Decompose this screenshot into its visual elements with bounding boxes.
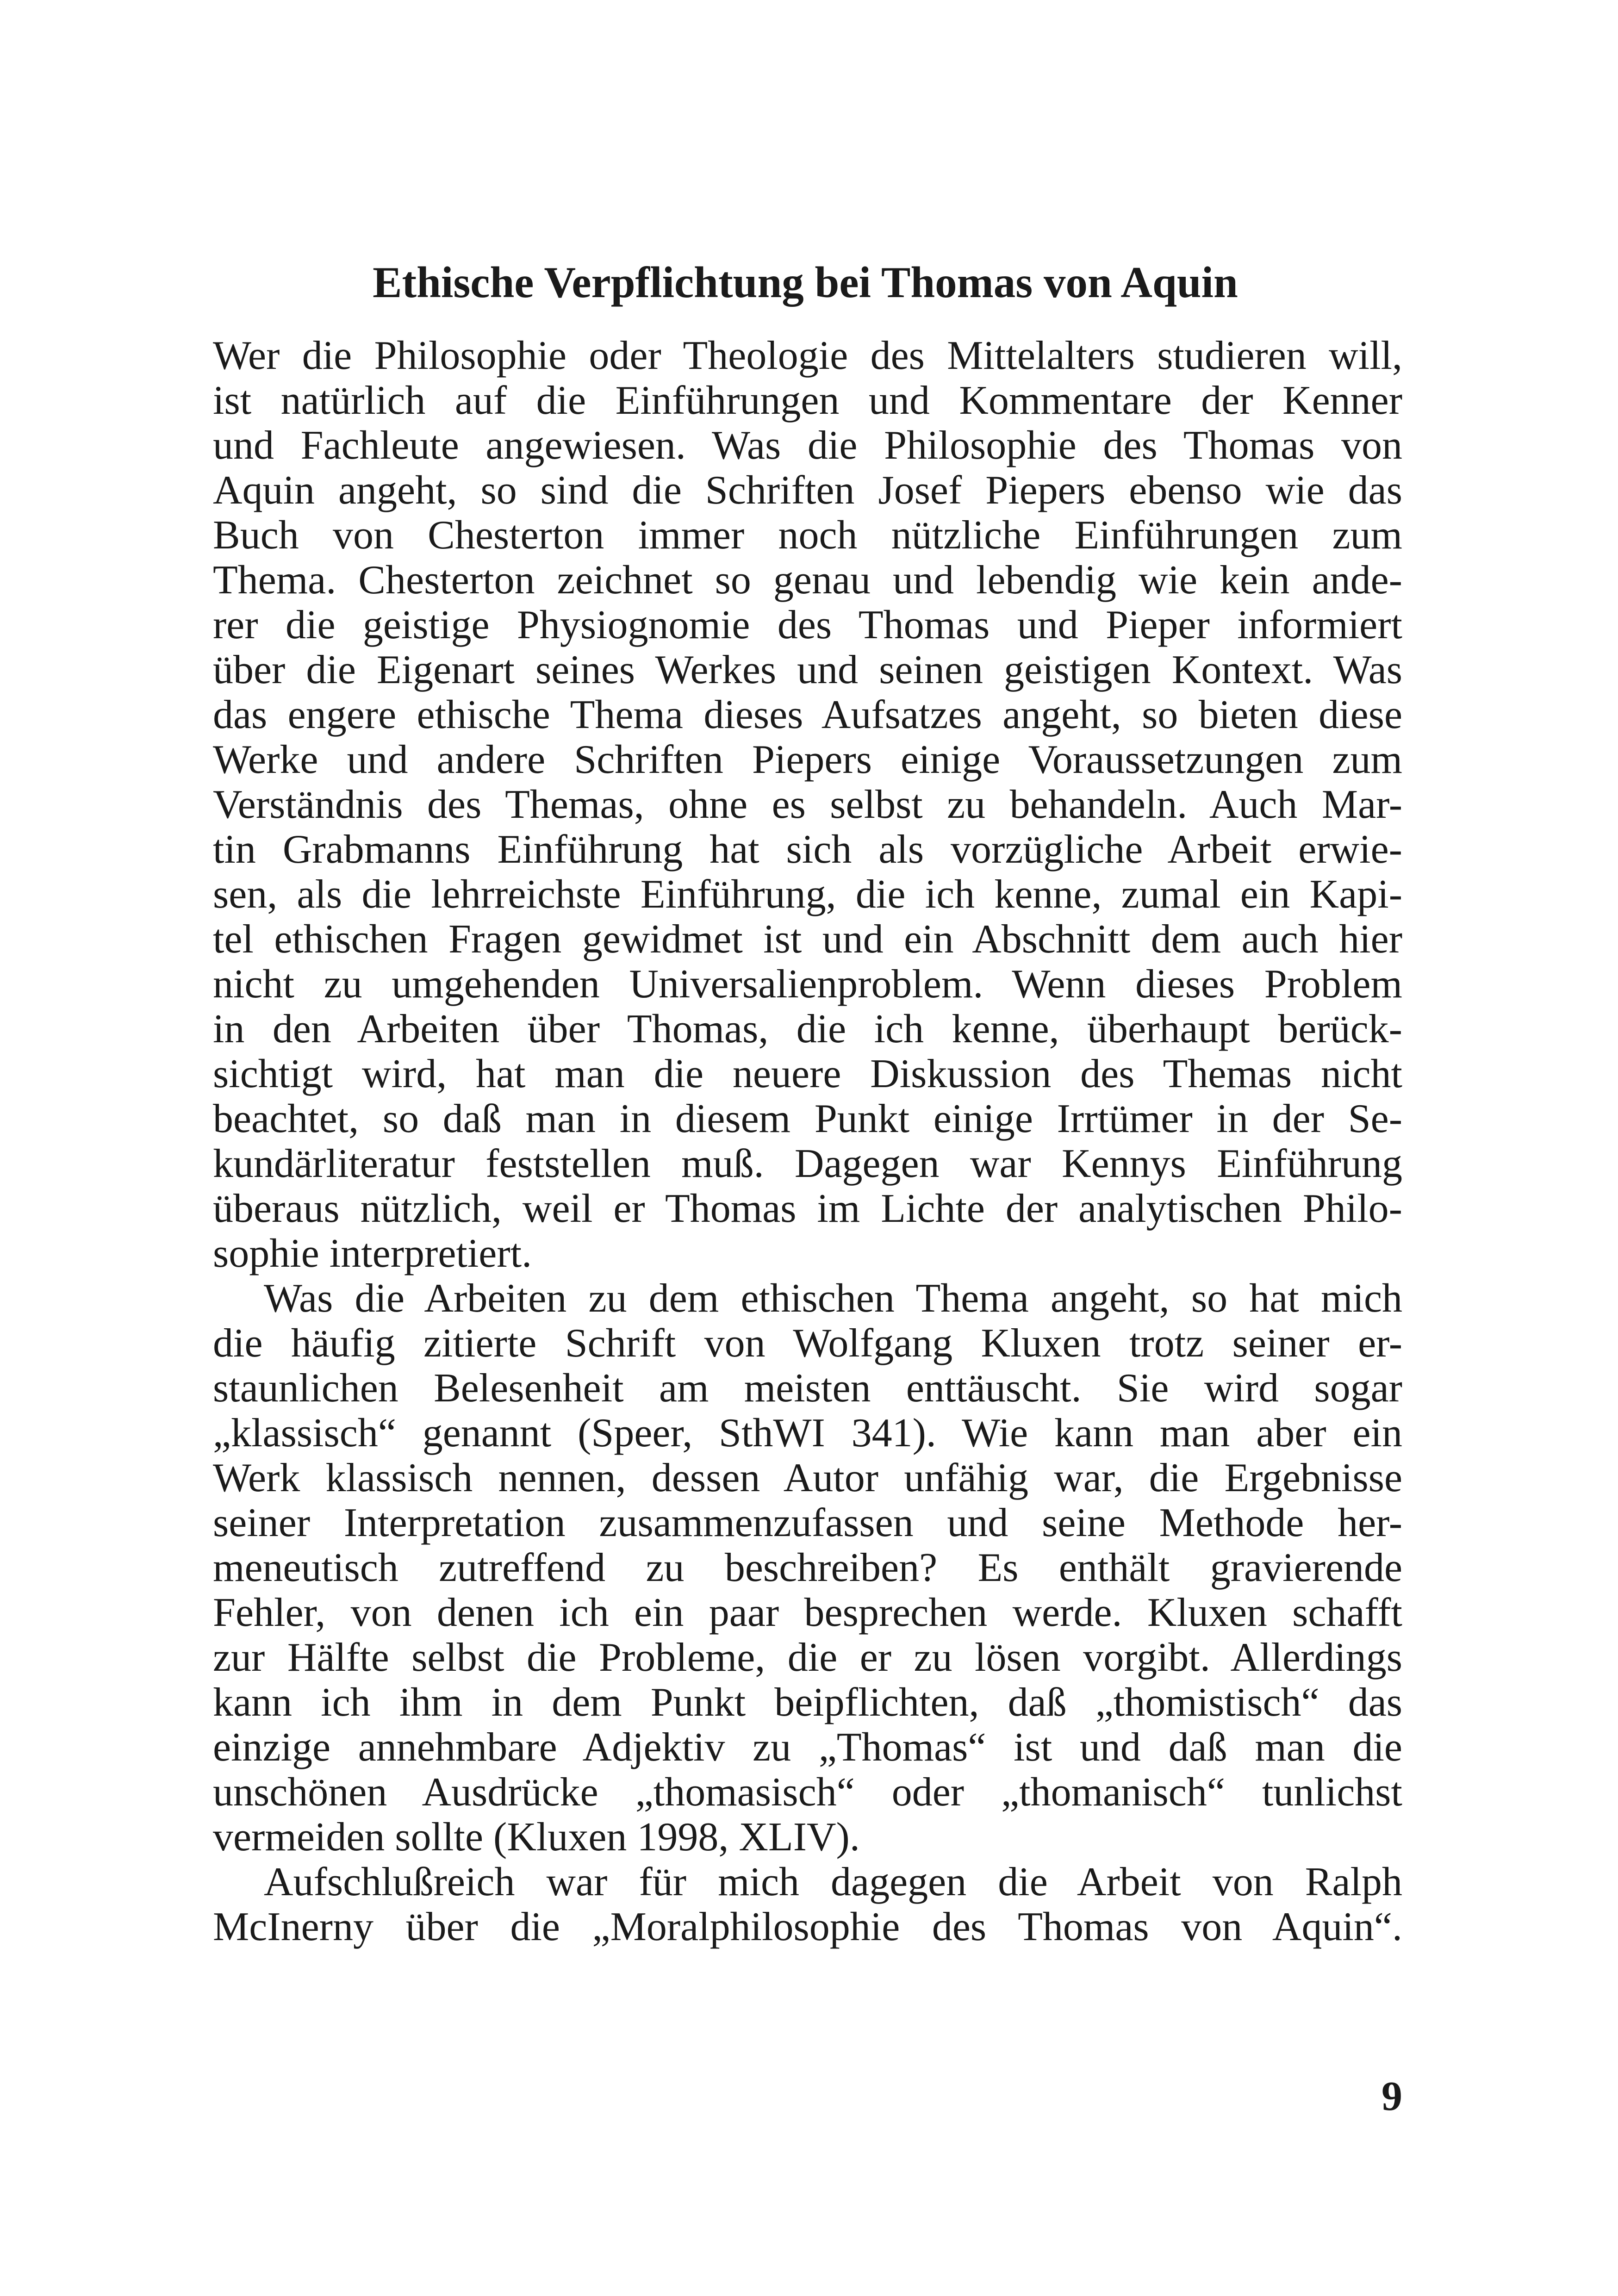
text-line: kann ich ihm in dem Punkt beipflichten, daß „thomistisch“ das xyxy=(213,1680,1402,1725)
text-line: „klassisch“ genannt (Speer, SthWI 341). Wie kann man aber ein xyxy=(213,1411,1402,1456)
text-line: Thema. Chesterton zeichnet so genau und lebendig wie kein ande- xyxy=(213,558,1402,603)
text-line: und Fachleute angewiesen. Was die Philosophie des Thomas von xyxy=(213,423,1402,468)
text-line: das engere ethische Thema dieses Aufsatzes angeht, so bieten diese xyxy=(213,692,1402,737)
text-line: Werke und andere Schriften Piepers einige Voraussetzungen zum xyxy=(213,737,1402,782)
text-line: die häufig zitierte Schrift von Wolfgang Kluxen trotz seiner er- xyxy=(213,1321,1402,1366)
text-line: Buch von Chesterton immer noch nützliche Einführungen zum xyxy=(213,513,1402,558)
text-line: staunlichen Belesenheit am meisten enttäuscht. Sie wird sogar xyxy=(213,1366,1402,1411)
text-line: nicht zu umgehenden Universalienproblem. Wenn dieses Problem xyxy=(213,962,1402,1007)
text-line: in den Arbeiten über Thomas, die ich kenne, überhaupt berück- xyxy=(213,1007,1402,1052)
text-line: einzige annehmbare Adjektiv zu „Thomas“ ist und daß man die xyxy=(213,1725,1402,1770)
text-line: sen, als die lehrreichste Einführung, die ich kenne, zumal ein Kapi- xyxy=(213,872,1402,917)
text-line: Aquin angeht, so sind die Schriften Josef Piepers ebenso wie das xyxy=(213,468,1402,513)
text-line: überaus nützlich, weil er Thomas im Lichte der analytischen Philo- xyxy=(213,1186,1402,1231)
text-line: über die Eigenart seines Werkes und seinen geistigen Kontext. Was xyxy=(213,647,1402,692)
text-line: Aufschlußreich war für mich dagegen die Arbeit von Ralph xyxy=(264,1860,1402,1904)
text-line: Was die Arbeiten zu dem ethischen Thema angeht, so hat mich xyxy=(264,1276,1402,1321)
text-line: vermeiden sollte (Kluxen 1998, XLIV). xyxy=(213,1815,860,1860)
text-line: Fehler, von denen ich ein paar besprechen werde. Kluxen schafft xyxy=(213,1590,1402,1635)
text-line: Wer die Philosophie oder Theologie des Mittelalters studieren will, xyxy=(213,333,1402,378)
page-number: 9 xyxy=(1382,2073,1402,2119)
text-line: kundärliteratur feststellen muß. Dagegen war Kennys Einführung xyxy=(213,1141,1402,1186)
text-line: Werk klassisch nennen, dessen Autor unfähig war, die Ergebnisse xyxy=(213,1456,1402,1500)
chapter-title: Ethische Verpflichtung bei Thomas von Aquin xyxy=(373,258,1238,307)
body-text xyxy=(213,333,1402,1949)
text-line: sophie interpretiert. xyxy=(213,1231,532,1276)
text-line: tel ethischen Fragen gewidmet ist und ein Abschnitt dem auch hier xyxy=(213,917,1402,962)
text-line: Verständnis des Themas, ohne es selbst zu behandeln. Auch Mar- xyxy=(213,782,1402,827)
text-line: unschönen Ausdrücke „thomasisch“ oder „thomanisch“ tunlichst xyxy=(213,1770,1402,1815)
text-line: seiner Interpretation zusammenzufassen und seine Methode her- xyxy=(213,1500,1402,1545)
text-line: McInerny über die „Moralphilosophie des Thomas von Aquin“. xyxy=(213,1904,1402,1949)
text-line: tin Grabmanns Einführung hat sich als vorzügliche Arbeit erwie- xyxy=(213,827,1402,872)
text-line: sichtigt wird, hat man die neuere Diskussion des Themas nicht xyxy=(213,1052,1402,1096)
text-line: rer die geistige Physiognomie des Thomas und Pieper informiert xyxy=(213,603,1402,647)
text-line: ist natürlich auf die Einführungen und Kommentare der Kenner xyxy=(213,378,1402,423)
text-line: meneutisch zutreffend zu beschreiben? Es enthält gravierende xyxy=(213,1545,1402,1590)
text-line: beachtet, so daß man in diesem Punkt einige Irrtümer in der Se- xyxy=(213,1096,1402,1141)
text-line: zur Hälfte selbst die Probleme, die er zu lösen vorgibt. Allerdings xyxy=(213,1635,1402,1680)
